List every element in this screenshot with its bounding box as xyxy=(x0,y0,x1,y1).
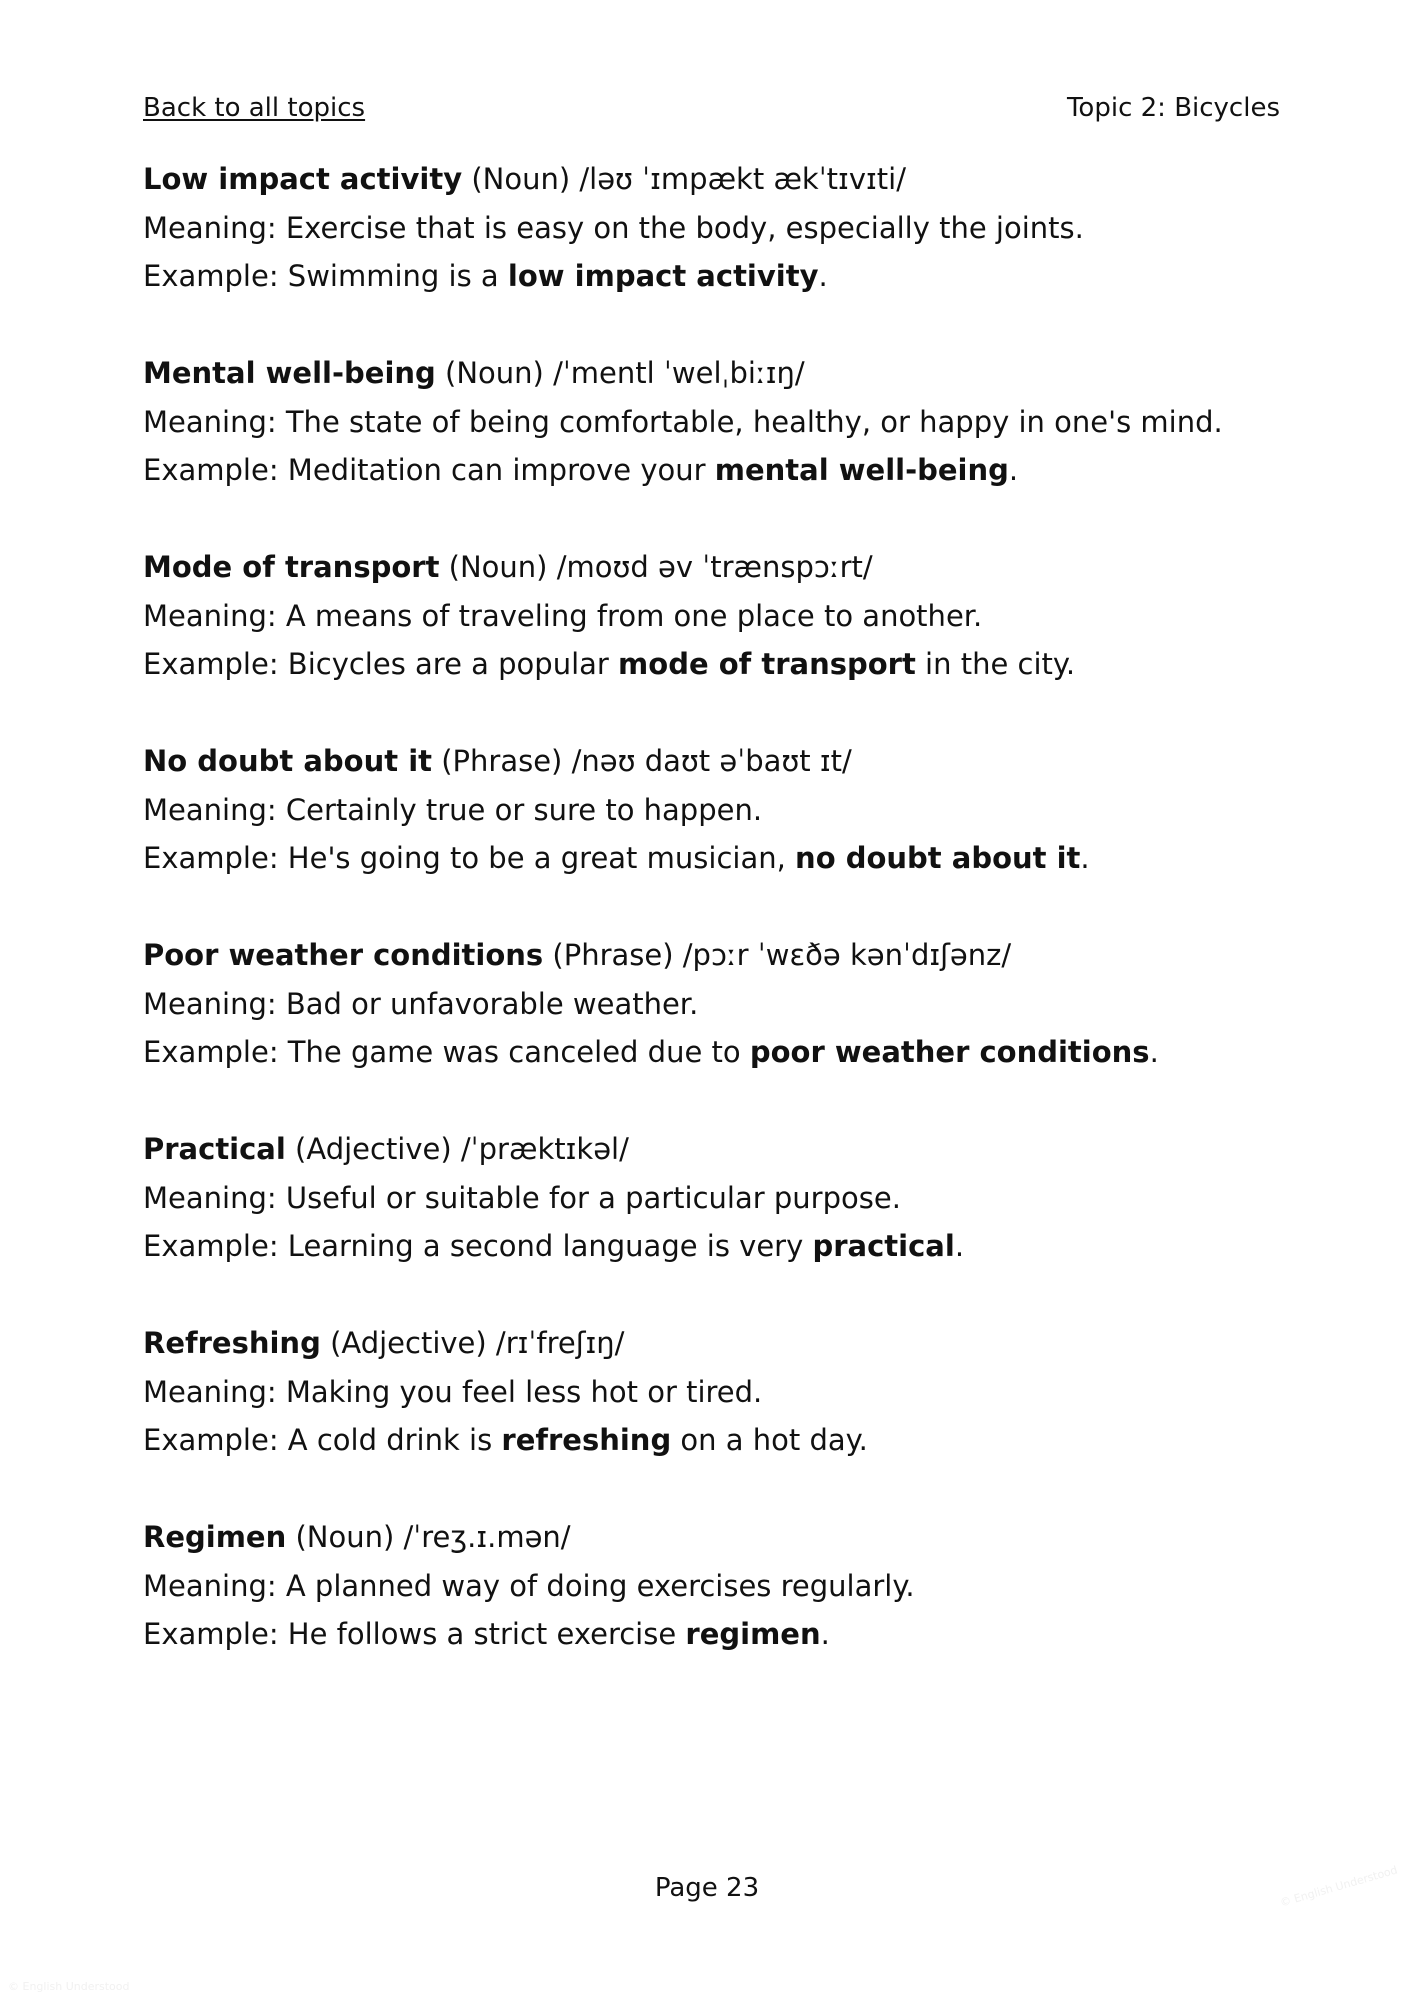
vocabulary-entry xyxy=(143,1125,1280,1271)
example xyxy=(143,1416,1280,1465)
pronunciation: /ˈreʒ.ɪ.mən/ xyxy=(403,1520,571,1554)
example-term: mode of transport xyxy=(618,647,916,681)
example-term: practical xyxy=(812,1229,955,1263)
part-of-speech: (Noun) xyxy=(471,162,571,196)
example-text: Example: Bicycles are a popular xyxy=(143,647,619,681)
page-header xyxy=(143,90,1280,126)
entry-heading xyxy=(143,1513,1280,1562)
part-of-speech: (Adjective) xyxy=(295,1132,452,1166)
meaning: Meaning: A means of traveling from one place to another. xyxy=(143,598,983,633)
watermark: © English Understood xyxy=(8,1980,130,1993)
entry-heading xyxy=(143,349,1280,398)
vocabulary-entry xyxy=(143,931,1280,1077)
example-text-end: . xyxy=(818,259,828,293)
term: Regimen xyxy=(143,1520,287,1554)
example xyxy=(143,1222,1280,1271)
example-text-end: . xyxy=(1008,453,1019,487)
meaning: Meaning: A planned way of doing exercises regularly. xyxy=(143,1568,915,1603)
term: Practical xyxy=(143,1132,286,1166)
example-text-end: . xyxy=(820,1617,830,1651)
example-text-end: . xyxy=(1080,841,1090,875)
vocabulary-entry xyxy=(143,543,1280,689)
meaning: Meaning: Exercise that is easy on the body, especially the joints. xyxy=(143,210,1084,245)
entry-heading xyxy=(143,1319,1280,1368)
example-text-end: . xyxy=(1149,1035,1159,1069)
example xyxy=(143,252,1280,301)
term: No doubt about it xyxy=(143,744,432,778)
topic-title: Topic 2: Bicycles xyxy=(1066,93,1280,123)
example-text-end: in the city. xyxy=(915,647,1076,681)
part-of-speech: (Phrase) xyxy=(552,938,674,972)
vocabulary-entry xyxy=(143,155,1280,301)
pronunciation: /rɪˈfreʃɪŋ/ xyxy=(495,1326,625,1360)
entry-heading xyxy=(143,931,1280,980)
example-text: Example: He's going to be a great musician, xyxy=(143,841,796,875)
meaning: Meaning: Making you feel less hot or tired. xyxy=(143,1374,763,1409)
pronunciation: /ˈpræktɪkəl/ xyxy=(460,1132,629,1166)
entry-heading xyxy=(143,543,1280,592)
example xyxy=(143,1610,1280,1659)
part-of-speech: (Noun) xyxy=(448,550,548,584)
part-of-speech: (Noun) xyxy=(295,1520,395,1554)
example xyxy=(143,834,1280,883)
pronunciation: /nəʊ daʊt əˈbaʊt ɪt/ xyxy=(571,744,852,778)
example-text: Example: He follows a strict exercise xyxy=(143,1617,686,1651)
example-term: refreshing xyxy=(501,1423,672,1457)
term: Low impact activity xyxy=(143,162,463,196)
back-to-topics-link[interactable]: Back to all topics xyxy=(143,93,366,123)
vocabulary-entry xyxy=(143,1513,1280,1659)
example-text: Example: A cold drink is xyxy=(143,1423,502,1457)
example-term: no doubt about it xyxy=(795,841,1081,875)
example-text: Example: Swimming is a xyxy=(143,259,508,293)
term: Poor weather conditions xyxy=(143,938,544,972)
term: Mental well-being xyxy=(143,356,436,390)
example xyxy=(143,1028,1280,1077)
page-footer xyxy=(0,1870,1414,1906)
meaning: Meaning: Useful or suitable for a particular purpose. xyxy=(143,1180,901,1215)
vocabulary-entry xyxy=(143,349,1280,495)
watermark: © English Understood xyxy=(1278,1863,1399,1910)
example xyxy=(143,640,1280,689)
pronunciation: /ləʊ ˈɪmpækt ækˈtɪvɪti/ xyxy=(579,162,906,196)
example-text: Example: Learning a second language is very xyxy=(143,1229,813,1263)
term: Mode of transport xyxy=(143,550,440,584)
example-text-end: on a hot day. xyxy=(671,1423,868,1457)
vocabulary-entry xyxy=(143,1319,1280,1465)
pronunciation: /moʊd əv ˈtrænspɔːrt/ xyxy=(556,550,873,584)
meaning: Meaning: Certainly true or sure to happen. xyxy=(143,792,763,827)
entry-heading xyxy=(143,737,1280,786)
meaning: Meaning: The state of being comfortable, healthy, or happy in one's mind. xyxy=(143,404,1223,439)
meaning: Meaning: Bad or unfavorable weather. xyxy=(143,986,699,1021)
example-text-end: . xyxy=(954,1229,965,1263)
entry-heading xyxy=(143,155,1280,204)
example-text: Example: Meditation can improve your xyxy=(143,453,715,487)
pronunciation: /pɔːr ˈwɛðə kənˈdɪʃənz/ xyxy=(682,938,1012,972)
example-term: mental well-being xyxy=(714,453,1009,487)
example-text: Example: The game was canceled due to xyxy=(143,1035,750,1069)
page-number: Page 23 xyxy=(654,1873,760,1903)
part-of-speech: (Adjective) xyxy=(330,1326,487,1360)
part-of-speech: (Noun) xyxy=(445,356,544,390)
vocabulary-entry xyxy=(143,737,1280,883)
pronunciation: /ˈmentl ˈwelˌbiːɪŋ/ xyxy=(553,356,805,390)
entry-heading xyxy=(143,1125,1280,1174)
example-term: poor weather conditions xyxy=(749,1035,1150,1069)
part-of-speech: (Phrase) xyxy=(441,744,563,778)
term: Refreshing xyxy=(143,1326,321,1360)
example xyxy=(143,446,1280,495)
example-term: regimen xyxy=(685,1617,821,1651)
vocabulary-list xyxy=(143,155,1280,1707)
example-term: low impact activity xyxy=(507,259,819,293)
